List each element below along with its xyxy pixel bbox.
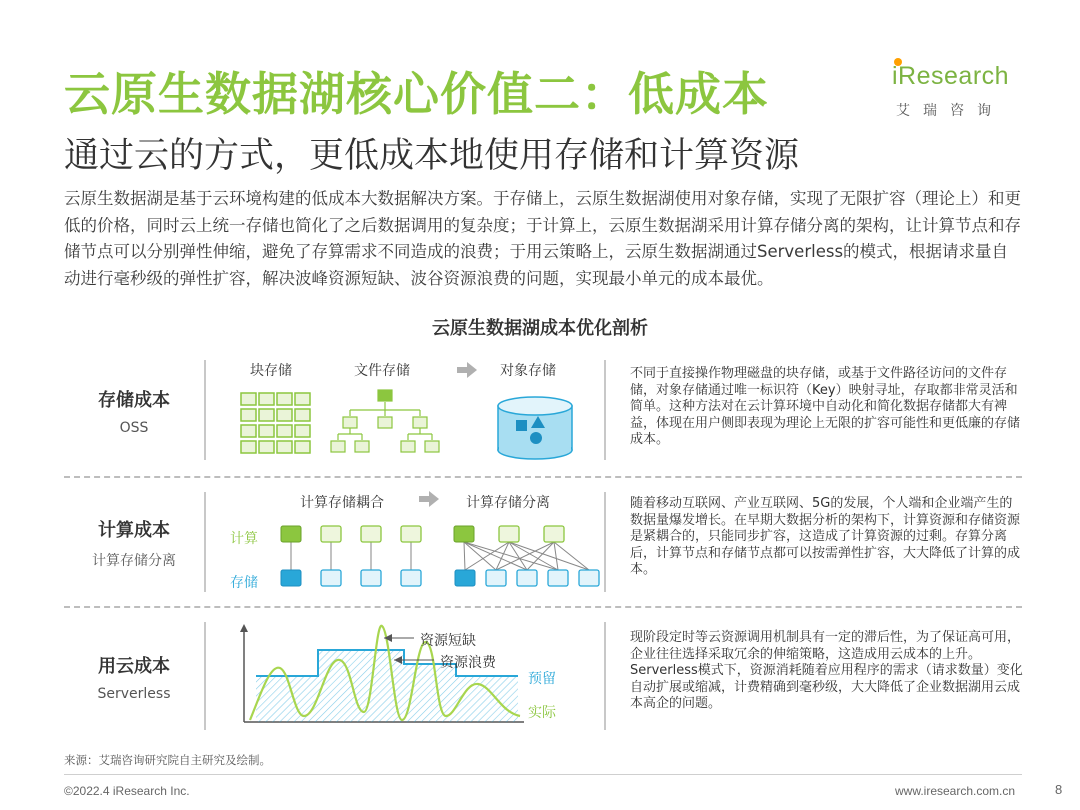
resource-shortage-label: 资源短缺 — [420, 633, 476, 649]
source-note: 来源：艾瑞咨询研究院自主研究及绘制。 — [64, 753, 271, 767]
serverless-chart — [64, 612, 604, 740]
storage-label: 存储 — [230, 575, 258, 591]
page-number: 8 — [1055, 782, 1063, 797]
storage-cost-description: 不同于直接操作物理磁盘的块存储，或基于文件路径访问的文件存储，对象存储通过唯一标识符（Key）映射寻址，存取都非常灵活和简单。这种方法对在云计算环境中自动化和简化数据存储都大有裨益，体现在用户侧即表现为理论上无限的扩容可能性和更低廉的存储成本。 — [630, 366, 1021, 447]
file-storage-label: 文件存储 — [354, 363, 410, 379]
divider-line — [604, 492, 606, 592]
object-storage-icon — [498, 397, 572, 459]
row-subtitle: Serverless — [97, 686, 171, 702]
section-title: 云原生数据湖成本优化剖析 — [432, 318, 648, 339]
reserved-label: 预留 — [528, 671, 556, 687]
cloud-cost-row — [64, 612, 1024, 740]
coupled-nodes — [281, 526, 421, 586]
separated-nodes — [454, 526, 599, 586]
arrow-right-icon — [419, 491, 439, 507]
actual-label: 实际 — [528, 705, 556, 721]
logo-chinese: 艾瑞咨询 — [896, 103, 1004, 119]
storage-cost-row — [64, 350, 1024, 468]
logo-word: iResearch — [892, 62, 1010, 90]
intro-paragraph: 云原生数据湖是基于云环境构建的低成本大数据解决方案。于存储上，云原生数据湖使用对象存储，实现了无限扩容（理论上）和更低的价格，同时云上统一存储也简化了之后数据调用的复杂度；于计算上，云原生数据湖采用计算存储分离的架构，让计算节点和存储节点可以分别弹性伸缩，避免了存算需求不同造成的浪费；于用云策略上，云原生数据湖通过Serverless的模式，根据请求量自动进行毫秒级的弹性扩容，解决波峰资源短缺、波谷资源浪费的问题，实现最小单元的成本最优。 — [64, 189, 1021, 288]
row-subtitle: OSS — [119, 420, 149, 436]
row-subtitle: 计算存储分离 — [92, 553, 176, 569]
row-title: 计算成本 — [98, 520, 170, 541]
coupled-label: 计算存储耦合 — [300, 495, 384, 511]
compute-diagram — [64, 482, 604, 600]
copyright: ©2022.4 iResearch Inc. — [64, 784, 190, 798]
row-separator — [64, 476, 1022, 478]
compute-cost-description: 随着移动互联网、产业互联网、5G的发展，个人端和企业端产生的数据量爆发增长。在早期大数据分析的架构下，计算资源和存储资源是紧耦合的，只能同步扩容，这造成了计算资源的过剩。存算分离后，计算节点和存储节点都可以按需弹性扩容，大大降低了计算的成本。 — [630, 496, 1021, 577]
page-subtitle: 通过云的方式，更低成本地使用存储和计算资源 — [64, 136, 800, 176]
object-storage-label: 对象存储 — [500, 363, 556, 379]
divider-line — [604, 360, 606, 460]
iresearch-logo — [892, 58, 1022, 122]
compute-cost-row — [64, 482, 1024, 600]
footer-divider — [64, 774, 1022, 775]
page-title: 云原生数据湖核心价值二：低成本 — [64, 67, 769, 121]
divider-line — [604, 622, 606, 730]
folder-icons — [331, 390, 439, 452]
cloud-cost-description: 现阶段定时等云资源调用机制具有一定的滞后性，为了保证高可用，企业往往选择采取冗余的伸缩策略，这造成用云成本的上升。Serverless模式下，资源消耗随着应用程序的需求（请求数量）变化自动扩展或缩减，计费精确到毫秒级，大大降低了企业数据湖用云成本高企的问题。 — [630, 630, 1023, 711]
arrow-right-icon — [457, 362, 477, 378]
resource-waste-label: 资源浪费 — [440, 655, 496, 671]
compute-label: 计算 — [230, 531, 258, 547]
storage-diagram — [64, 350, 604, 468]
row-separator — [64, 606, 1022, 608]
row-title: 存储成本 — [98, 390, 170, 411]
website-link[interactable]: www.iresearch.com.cn — [895, 784, 1016, 798]
row-title: 用云成本 — [98, 656, 170, 677]
block-storage-icon — [241, 393, 310, 453]
separated-label: 计算存储分离 — [466, 495, 550, 511]
block-storage-label: 块存储 — [250, 363, 292, 379]
